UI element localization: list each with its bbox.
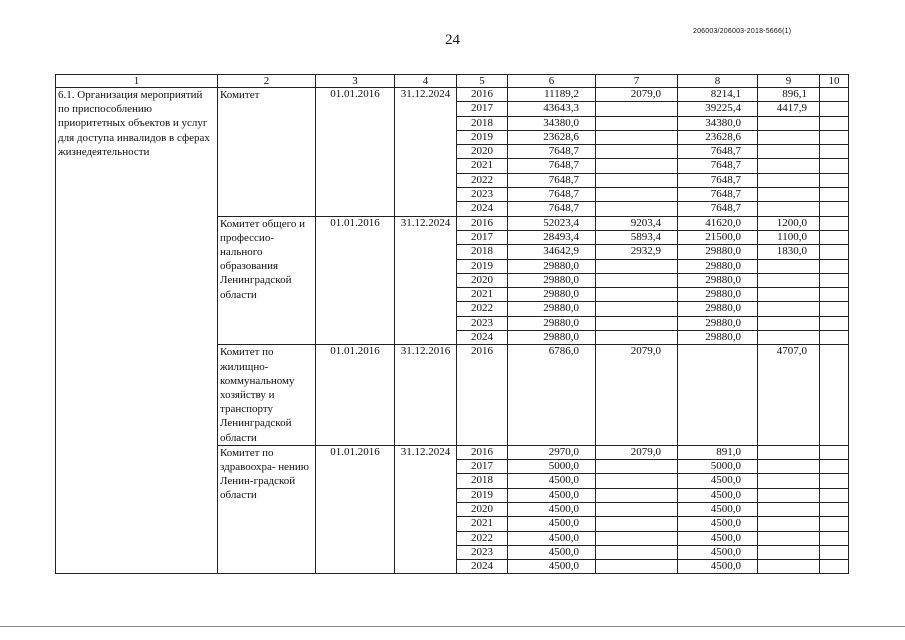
start-date-cell: 01.01.2016 bbox=[316, 445, 395, 574]
column-number: 6 bbox=[508, 75, 596, 88]
other-cell bbox=[820, 445, 849, 459]
regional-cell: 4500,0 bbox=[678, 531, 758, 545]
regional-cell: 29880,0 bbox=[678, 259, 758, 273]
regional-cell: 4500,0 bbox=[678, 488, 758, 502]
regional-cell: 29880,0 bbox=[678, 288, 758, 302]
other-cell bbox=[820, 273, 849, 287]
local-cell bbox=[758, 545, 820, 559]
regional-cell: 41620,0 bbox=[678, 216, 758, 230]
local-cell: 4707,0 bbox=[758, 345, 820, 445]
local-cell: 1200,0 bbox=[758, 216, 820, 230]
year-cell: 2016 bbox=[457, 88, 508, 102]
start-date-cell: 01.01.2016 bbox=[316, 345, 395, 445]
year-cell: 2018 bbox=[457, 245, 508, 259]
other-cell bbox=[820, 502, 849, 516]
other-cell bbox=[820, 202, 849, 216]
table-body bbox=[56, 75, 849, 574]
year-cell: 2019 bbox=[457, 130, 508, 144]
local-cell: 1830,0 bbox=[758, 245, 820, 259]
local-cell bbox=[758, 445, 820, 459]
local-cell bbox=[758, 145, 820, 159]
total-cell: 4500,0 bbox=[508, 531, 596, 545]
other-cell bbox=[820, 159, 849, 173]
executor-cell: Комитет общего и профессио- нального образования Ленинградской области bbox=[218, 216, 316, 345]
total-cell: 4500,0 bbox=[508, 502, 596, 516]
year-cell: 2020 bbox=[457, 145, 508, 159]
column-number: 8 bbox=[678, 75, 758, 88]
federal-cell bbox=[596, 545, 678, 559]
column-number: 4 bbox=[395, 75, 457, 88]
other-cell bbox=[820, 216, 849, 230]
other-cell bbox=[820, 531, 849, 545]
year-cell: 2024 bbox=[457, 331, 508, 345]
other-cell bbox=[820, 302, 849, 316]
federal-cell bbox=[596, 102, 678, 116]
local-cell: 896,1 bbox=[758, 88, 820, 102]
regional-cell: 7648,7 bbox=[678, 145, 758, 159]
end-date-cell: 31.12.2024 bbox=[395, 445, 457, 574]
total-cell: 7648,7 bbox=[508, 159, 596, 173]
federal-cell bbox=[596, 159, 678, 173]
regional-cell: 5000,0 bbox=[678, 460, 758, 474]
end-date-cell: 31.12.2024 bbox=[395, 216, 457, 345]
year-cell: 2016 bbox=[457, 216, 508, 230]
start-date-cell: 01.01.2016 bbox=[316, 216, 395, 345]
local-cell bbox=[758, 116, 820, 130]
column-number: 10 bbox=[820, 75, 849, 88]
total-cell: 4500,0 bbox=[508, 545, 596, 559]
federal-cell bbox=[596, 316, 678, 330]
federal-cell bbox=[596, 288, 678, 302]
federal-cell bbox=[596, 116, 678, 130]
total-cell: 23628,6 bbox=[508, 130, 596, 144]
federal-cell bbox=[596, 560, 678, 574]
local-cell bbox=[758, 273, 820, 287]
executor-cell: Комитет bbox=[218, 88, 316, 217]
total-cell: 29880,0 bbox=[508, 331, 596, 345]
regional-cell: 29880,0 bbox=[678, 273, 758, 287]
total-cell: 34380,0 bbox=[508, 116, 596, 130]
other-cell bbox=[820, 130, 849, 144]
end-date-cell: 31.12.2024 bbox=[395, 88, 457, 217]
year-cell: 2021 bbox=[457, 159, 508, 173]
local-cell bbox=[758, 488, 820, 502]
column-number: 1 bbox=[56, 75, 218, 88]
regional-cell bbox=[678, 345, 758, 445]
federal-cell: 2932,9 bbox=[596, 245, 678, 259]
year-cell: 2022 bbox=[457, 531, 508, 545]
document-code: 206003/206003-2018-5666(1) bbox=[693, 28, 792, 35]
local-cell bbox=[758, 502, 820, 516]
local-cell bbox=[758, 517, 820, 531]
total-cell: 7648,7 bbox=[508, 202, 596, 216]
other-cell bbox=[820, 173, 849, 187]
local-cell bbox=[758, 288, 820, 302]
regional-cell: 21500,0 bbox=[678, 230, 758, 244]
other-cell bbox=[820, 488, 849, 502]
regional-cell: 4500,0 bbox=[678, 502, 758, 516]
local-cell: 4417,9 bbox=[758, 102, 820, 116]
other-cell bbox=[820, 474, 849, 488]
regional-cell: 4500,0 bbox=[678, 517, 758, 531]
page-number: 24 bbox=[445, 32, 460, 48]
local-cell bbox=[758, 316, 820, 330]
federal-cell bbox=[596, 188, 678, 202]
year-cell: 2023 bbox=[457, 316, 508, 330]
total-cell: 29880,0 bbox=[508, 259, 596, 273]
regional-cell: 7648,7 bbox=[678, 188, 758, 202]
year-cell: 2018 bbox=[457, 116, 508, 130]
table-row bbox=[56, 88, 849, 102]
federal-cell bbox=[596, 202, 678, 216]
regional-cell: 4500,0 bbox=[678, 560, 758, 574]
regional-cell: 29880,0 bbox=[678, 302, 758, 316]
executor-cell: Комитет по жилищно- коммунальному хозяйству и транспорту Ленинградской области bbox=[218, 345, 316, 445]
total-cell: 7648,7 bbox=[508, 145, 596, 159]
budget-table bbox=[55, 74, 849, 574]
other-cell bbox=[820, 88, 849, 102]
executor-cell: Комитет по здравоохра- нению Ленин-градской области bbox=[218, 445, 316, 574]
total-cell: 29880,0 bbox=[508, 273, 596, 287]
other-cell bbox=[820, 460, 849, 474]
regional-cell: 7648,7 bbox=[678, 202, 758, 216]
federal-cell bbox=[596, 474, 678, 488]
year-cell: 2016 bbox=[457, 445, 508, 459]
total-cell: 52023,4 bbox=[508, 216, 596, 230]
regional-cell: 29880,0 bbox=[678, 245, 758, 259]
regional-cell: 29880,0 bbox=[678, 316, 758, 330]
regional-cell: 7648,7 bbox=[678, 159, 758, 173]
federal-cell: 2079,0 bbox=[596, 88, 678, 102]
year-cell: 2021 bbox=[457, 517, 508, 531]
federal-cell: 2079,0 bbox=[596, 445, 678, 459]
year-cell: 2023 bbox=[457, 188, 508, 202]
federal-cell bbox=[596, 145, 678, 159]
year-cell: 2018 bbox=[457, 474, 508, 488]
total-cell: 4500,0 bbox=[508, 560, 596, 574]
total-cell: 29880,0 bbox=[508, 288, 596, 302]
other-cell bbox=[820, 316, 849, 330]
regional-cell: 8214,1 bbox=[678, 88, 758, 102]
local-cell bbox=[758, 531, 820, 545]
start-date-cell: 01.01.2016 bbox=[316, 88, 395, 217]
column-number: 2 bbox=[218, 75, 316, 88]
column-number: 9 bbox=[758, 75, 820, 88]
year-cell: 2019 bbox=[457, 488, 508, 502]
year-cell: 2019 bbox=[457, 259, 508, 273]
other-cell bbox=[820, 259, 849, 273]
year-cell: 2020 bbox=[457, 273, 508, 287]
total-cell: 43643,3 bbox=[508, 102, 596, 116]
local-cell bbox=[758, 188, 820, 202]
other-cell bbox=[820, 288, 849, 302]
total-cell: 7648,7 bbox=[508, 173, 596, 187]
activity-cell: 6.1. Организация мероприятий по приспособлению приоритетных объектов и услуг для доступа инвалидов в сферах жизнедеятельности bbox=[56, 88, 218, 574]
column-number: 3 bbox=[316, 75, 395, 88]
year-cell: 2022 bbox=[457, 173, 508, 187]
total-cell: 4500,0 bbox=[508, 488, 596, 502]
federal-cell bbox=[596, 331, 678, 345]
year-cell: 2017 bbox=[457, 230, 508, 244]
federal-cell bbox=[596, 130, 678, 144]
year-cell: 2020 bbox=[457, 502, 508, 516]
local-cell bbox=[758, 159, 820, 173]
federal-cell: 5893,4 bbox=[596, 230, 678, 244]
end-date-cell: 31.12.2016 bbox=[395, 345, 457, 445]
other-cell bbox=[820, 545, 849, 559]
local-cell bbox=[758, 560, 820, 574]
total-cell: 29880,0 bbox=[508, 316, 596, 330]
other-cell bbox=[820, 331, 849, 345]
local-cell bbox=[758, 474, 820, 488]
year-cell: 2016 bbox=[457, 345, 508, 445]
local-cell bbox=[758, 130, 820, 144]
federal-cell bbox=[596, 273, 678, 287]
other-cell bbox=[820, 560, 849, 574]
year-cell: 2017 bbox=[457, 102, 508, 116]
year-cell: 2017 bbox=[457, 460, 508, 474]
year-cell: 2021 bbox=[457, 288, 508, 302]
regional-cell: 39225,4 bbox=[678, 102, 758, 116]
total-cell: 29880,0 bbox=[508, 302, 596, 316]
other-cell bbox=[820, 345, 849, 445]
regional-cell: 891,0 bbox=[678, 445, 758, 459]
local-cell bbox=[758, 259, 820, 273]
total-cell: 28493,4 bbox=[508, 230, 596, 244]
other-cell bbox=[820, 245, 849, 259]
other-cell bbox=[820, 230, 849, 244]
total-cell: 34642,9 bbox=[508, 245, 596, 259]
federal-cell bbox=[596, 460, 678, 474]
federal-cell bbox=[596, 302, 678, 316]
year-cell: 2022 bbox=[457, 302, 508, 316]
federal-cell bbox=[596, 502, 678, 516]
total-cell: 11189,2 bbox=[508, 88, 596, 102]
local-cell bbox=[758, 202, 820, 216]
year-cell: 2024 bbox=[457, 560, 508, 574]
federal-cell bbox=[596, 173, 678, 187]
other-cell bbox=[820, 116, 849, 130]
other-cell bbox=[820, 102, 849, 116]
total-cell: 6786,0 bbox=[508, 345, 596, 445]
federal-cell: 2079,0 bbox=[596, 345, 678, 445]
column-number: 5 bbox=[457, 75, 508, 88]
regional-cell: 7648,7 bbox=[678, 173, 758, 187]
column-numbers-row bbox=[56, 75, 849, 88]
regional-cell: 34380,0 bbox=[678, 116, 758, 130]
federal-cell: 9203,4 bbox=[596, 216, 678, 230]
total-cell: 4500,0 bbox=[508, 517, 596, 531]
local-cell: 1100,0 bbox=[758, 230, 820, 244]
local-cell bbox=[758, 173, 820, 187]
other-cell bbox=[820, 188, 849, 202]
federal-cell bbox=[596, 488, 678, 502]
column-number: 7 bbox=[596, 75, 678, 88]
federal-cell bbox=[596, 259, 678, 273]
regional-cell: 29880,0 bbox=[678, 331, 758, 345]
total-cell: 5000,0 bbox=[508, 460, 596, 474]
regional-cell: 23628,6 bbox=[678, 130, 758, 144]
page-bottom-rule bbox=[0, 626, 905, 627]
regional-cell: 4500,0 bbox=[678, 474, 758, 488]
local-cell bbox=[758, 460, 820, 474]
year-cell: 2024 bbox=[457, 202, 508, 216]
total-cell: 2970,0 bbox=[508, 445, 596, 459]
federal-cell bbox=[596, 517, 678, 531]
year-cell: 2023 bbox=[457, 545, 508, 559]
local-cell bbox=[758, 331, 820, 345]
local-cell bbox=[758, 302, 820, 316]
regional-cell: 4500,0 bbox=[678, 545, 758, 559]
other-cell bbox=[820, 145, 849, 159]
total-cell: 7648,7 bbox=[508, 188, 596, 202]
total-cell: 4500,0 bbox=[508, 474, 596, 488]
federal-cell bbox=[596, 531, 678, 545]
other-cell bbox=[820, 517, 849, 531]
